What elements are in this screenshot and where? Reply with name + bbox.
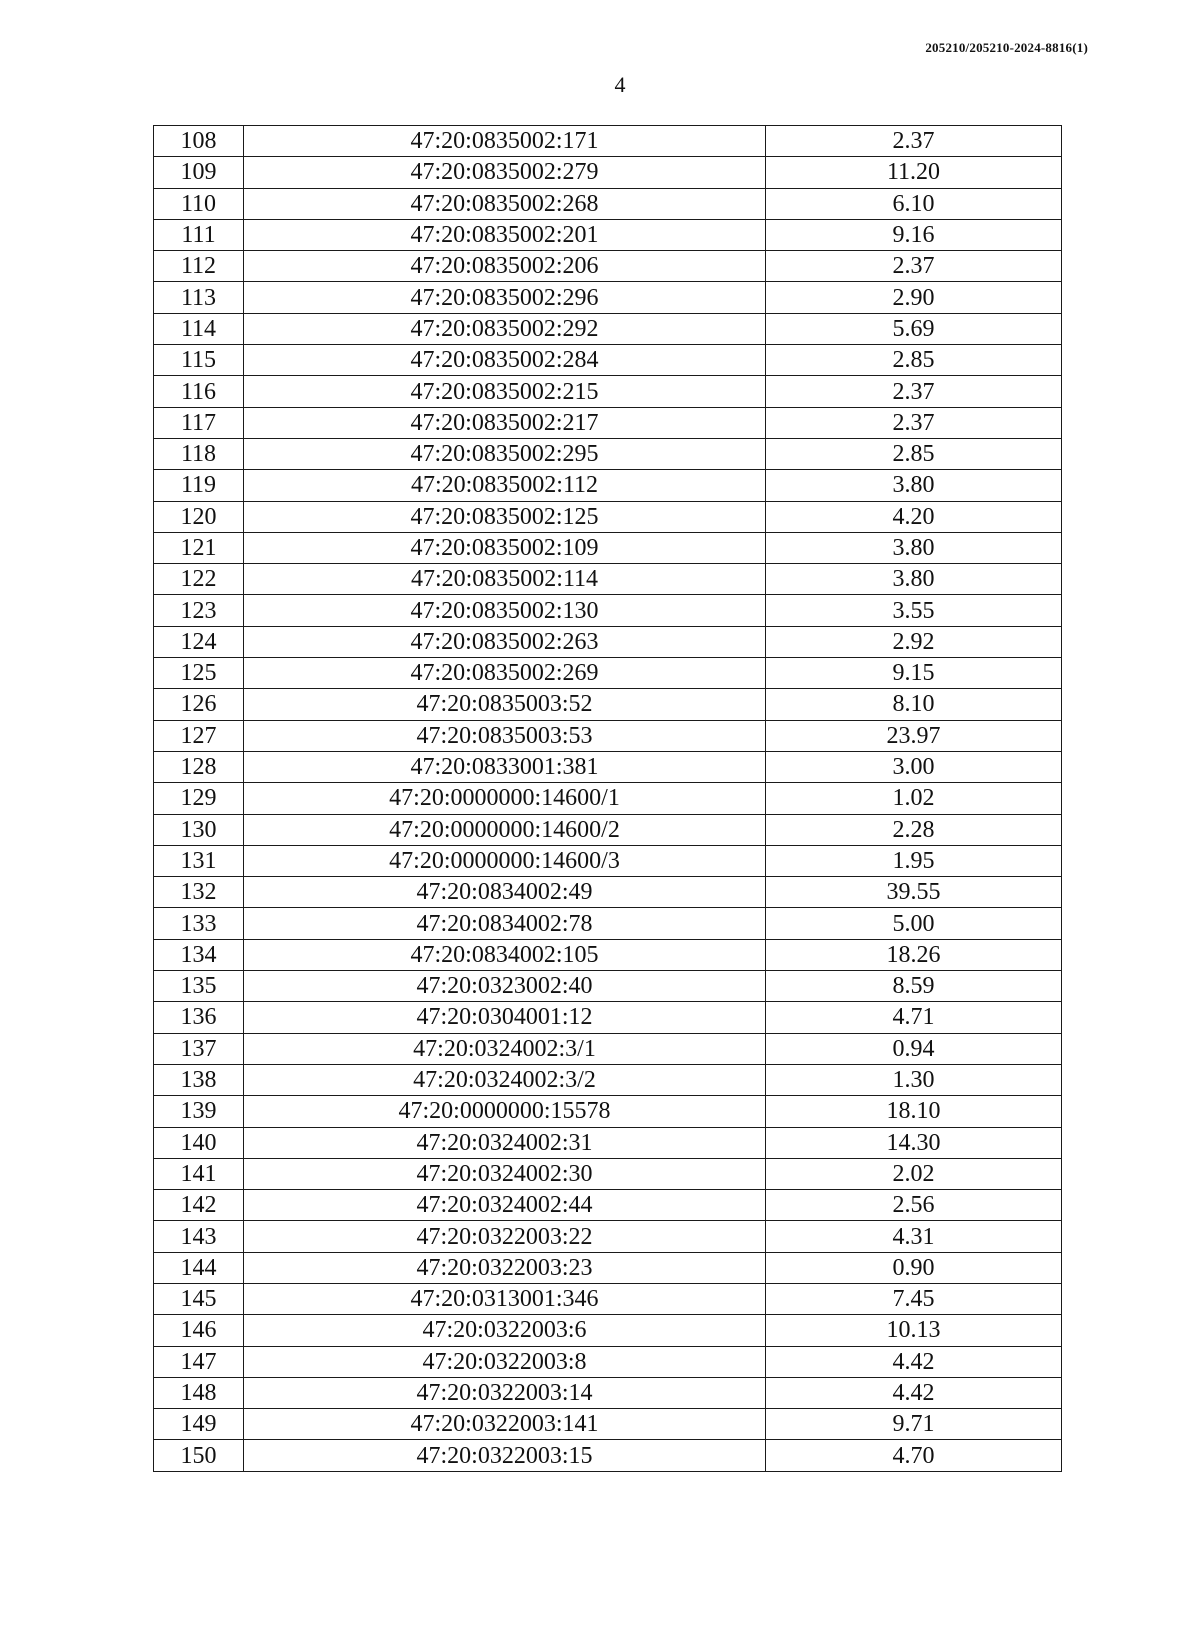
table-row [154, 658, 1062, 689]
value-cell: 9.71 [766, 1409, 1062, 1440]
table-row [154, 814, 1062, 845]
table-row [154, 1440, 1062, 1471]
value-cell: 2.28 [766, 814, 1062, 845]
row-number-cell: 112 [154, 251, 244, 282]
cadastral-number-cell: 47:20:0835003:53 [244, 720, 766, 751]
page-number: 4 [614, 72, 626, 97]
cadastral-number-cell: 47:20:0835002:296 [244, 282, 766, 313]
cadastral-number-cell: 47:20:0835002:295 [244, 438, 766, 469]
row-number-cell: 136 [154, 1002, 244, 1033]
table-row [154, 376, 1062, 407]
table-row [154, 532, 1062, 563]
cadastral-number-cell: 47:20:0322003:6 [244, 1315, 766, 1346]
table-row [154, 470, 1062, 501]
value-cell: 2.37 [766, 251, 1062, 282]
cadastral-number-cell: 47:20:0324002:44 [244, 1190, 766, 1221]
table-row [154, 595, 1062, 626]
row-number-cell: 139 [154, 1096, 244, 1127]
row-number-cell: 122 [154, 564, 244, 595]
value-cell: 0.90 [766, 1252, 1062, 1283]
table-row [154, 1064, 1062, 1095]
value-cell: 4.42 [766, 1346, 1062, 1377]
table-row [154, 1252, 1062, 1283]
row-number-cell: 145 [154, 1283, 244, 1314]
cadastral-number-cell: 47:20:0835002:112 [244, 470, 766, 501]
value-cell: 3.80 [766, 470, 1062, 501]
value-cell: 1.02 [766, 783, 1062, 814]
cadastral-number-cell: 47:20:0835002:268 [244, 188, 766, 219]
row-number-cell: 143 [154, 1221, 244, 1252]
cadastral-number-cell: 47:20:0835002:215 [244, 376, 766, 407]
cadastral-number-cell: 47:20:0835002:292 [244, 313, 766, 344]
cadastral-number-cell: 47:20:0000000:15578 [244, 1096, 766, 1127]
value-cell: 2.92 [766, 626, 1062, 657]
table-row [154, 345, 1062, 376]
cadastral-number-cell: 47:20:0324002:3/2 [244, 1064, 766, 1095]
table-row [154, 751, 1062, 782]
cadastral-number-cell: 47:20:0835002:201 [244, 219, 766, 250]
cadastral-number-cell: 47:20:0322003:14 [244, 1377, 766, 1408]
row-number-cell: 138 [154, 1064, 244, 1095]
cadastral-number-cell: 47:20:0000000:14600/1 [244, 783, 766, 814]
table-row [154, 783, 1062, 814]
table-body [154, 126, 1062, 1472]
row-number-cell: 135 [154, 971, 244, 1002]
row-number-cell: 147 [154, 1346, 244, 1377]
value-cell: 2.90 [766, 282, 1062, 313]
cadastral-number-cell: 47:20:0835002:284 [244, 345, 766, 376]
cadastral-number-cell: 47:20:0323002:40 [244, 971, 766, 1002]
value-cell: 11.20 [766, 157, 1062, 188]
value-cell: 3.55 [766, 595, 1062, 626]
value-cell: 3.80 [766, 564, 1062, 595]
table-row [154, 126, 1062, 157]
cadastral-number-cell: 47:20:0322003:23 [244, 1252, 766, 1283]
value-cell: 2.85 [766, 438, 1062, 469]
row-number-cell: 126 [154, 689, 244, 720]
row-number-cell: 110 [154, 188, 244, 219]
row-number-cell: 130 [154, 814, 244, 845]
cadastral-table [153, 125, 1062, 1472]
cadastral-number-cell: 47:20:0835003:52 [244, 689, 766, 720]
cadastral-number-cell: 47:20:0324002:3/1 [244, 1033, 766, 1064]
value-cell: 39.55 [766, 877, 1062, 908]
row-number-cell: 115 [154, 345, 244, 376]
value-cell: 10.13 [766, 1315, 1062, 1346]
value-cell: 2.85 [766, 345, 1062, 376]
cadastral-number-cell: 47:20:0835002:217 [244, 407, 766, 438]
row-number-cell: 129 [154, 783, 244, 814]
cadastral-number-cell: 47:20:0835002:114 [244, 564, 766, 595]
value-cell: 1.95 [766, 845, 1062, 876]
table-row [154, 971, 1062, 1002]
value-cell: 2.37 [766, 126, 1062, 157]
cadastral-number-cell: 47:20:0835002:279 [244, 157, 766, 188]
table-row [154, 282, 1062, 313]
table-row [154, 626, 1062, 657]
row-number-cell: 118 [154, 438, 244, 469]
row-number-cell: 109 [154, 157, 244, 188]
table-row [154, 1346, 1062, 1377]
row-number-cell: 117 [154, 407, 244, 438]
cadastral-number-cell: 47:20:0324002:31 [244, 1127, 766, 1158]
value-cell: 2.37 [766, 376, 1062, 407]
value-cell: 4.70 [766, 1440, 1062, 1471]
table-row [154, 1283, 1062, 1314]
value-cell: 23.97 [766, 720, 1062, 751]
table-row [154, 1033, 1062, 1064]
table-row [154, 1096, 1062, 1127]
table-row [154, 564, 1062, 595]
cadastral-number-cell: 47:20:0834002:105 [244, 939, 766, 970]
value-cell: 3.80 [766, 532, 1062, 563]
row-number-cell: 141 [154, 1158, 244, 1189]
row-number-cell: 131 [154, 845, 244, 876]
table-row [154, 1127, 1062, 1158]
table-row [154, 501, 1062, 532]
table-row [154, 407, 1062, 438]
value-cell: 9.16 [766, 219, 1062, 250]
value-cell: 5.00 [766, 908, 1062, 939]
table-row [154, 313, 1062, 344]
value-cell: 4.71 [766, 1002, 1062, 1033]
document-reference: 205210/205210-2024-8816(1) [925, 40, 1088, 55]
row-number-cell: 146 [154, 1315, 244, 1346]
cadastral-number-cell: 47:20:0835002:109 [244, 532, 766, 563]
table-row [154, 877, 1062, 908]
row-number-cell: 132 [154, 877, 244, 908]
cadastral-number-cell: 47:20:0835002:206 [244, 251, 766, 282]
cadastral-number-cell: 47:20:0835002:130 [244, 595, 766, 626]
row-number-cell: 113 [154, 282, 244, 313]
row-number-cell: 116 [154, 376, 244, 407]
cadastral-number-cell: 47:20:0835002:263 [244, 626, 766, 657]
value-cell: 8.10 [766, 689, 1062, 720]
value-cell: 1.30 [766, 1064, 1062, 1095]
value-cell: 3.00 [766, 751, 1062, 782]
cadastral-number-cell: 47:20:0322003:22 [244, 1221, 766, 1252]
row-number-cell: 124 [154, 626, 244, 657]
table-row [154, 1409, 1062, 1440]
table-row [154, 845, 1062, 876]
row-number-cell: 150 [154, 1440, 244, 1471]
table-row [154, 251, 1062, 282]
cadastral-number-cell: 47:20:0834002:49 [244, 877, 766, 908]
cadastral-number-cell: 47:20:0324002:30 [244, 1158, 766, 1189]
value-cell: 18.10 [766, 1096, 1062, 1127]
table-row [154, 1221, 1062, 1252]
value-cell: 6.10 [766, 188, 1062, 219]
table-row [154, 188, 1062, 219]
row-number-cell: 125 [154, 658, 244, 689]
row-number-cell: 142 [154, 1190, 244, 1221]
value-cell: 2.37 [766, 407, 1062, 438]
cadastral-number-cell: 47:20:0835002:125 [244, 501, 766, 532]
cadastral-number-cell: 47:20:0322003:8 [244, 1346, 766, 1377]
row-number-cell: 134 [154, 939, 244, 970]
row-number-cell: 144 [154, 1252, 244, 1283]
row-number-cell: 133 [154, 908, 244, 939]
row-number-cell: 128 [154, 751, 244, 782]
row-number-cell: 108 [154, 126, 244, 157]
table-row [154, 157, 1062, 188]
cadastral-number-cell: 47:20:0000000:14600/2 [244, 814, 766, 845]
cadastral-number-cell: 47:20:0322003:15 [244, 1440, 766, 1471]
value-cell: 2.56 [766, 1190, 1062, 1221]
cadastral-number-cell: 47:20:0322003:141 [244, 1409, 766, 1440]
row-number-cell: 123 [154, 595, 244, 626]
row-number-cell: 140 [154, 1127, 244, 1158]
value-cell: 4.42 [766, 1377, 1062, 1408]
table-row [154, 1002, 1062, 1033]
table-row [154, 689, 1062, 720]
row-number-cell: 120 [154, 501, 244, 532]
value-cell: 9.15 [766, 658, 1062, 689]
table-row [154, 1315, 1062, 1346]
table-row [154, 1377, 1062, 1408]
row-number-cell: 119 [154, 470, 244, 501]
value-cell: 8.59 [766, 971, 1062, 1002]
table-row [154, 939, 1062, 970]
row-number-cell: 121 [154, 532, 244, 563]
table-row [154, 1190, 1062, 1221]
value-cell: 4.31 [766, 1221, 1062, 1252]
value-cell: 5.69 [766, 313, 1062, 344]
value-cell: 2.02 [766, 1158, 1062, 1189]
row-number-cell: 149 [154, 1409, 244, 1440]
cadastral-number-cell: 47:20:0313001:346 [244, 1283, 766, 1314]
table-row [154, 1158, 1062, 1189]
row-number-cell: 148 [154, 1377, 244, 1408]
value-cell: 0.94 [766, 1033, 1062, 1064]
table-row [154, 219, 1062, 250]
value-cell: 7.45 [766, 1283, 1062, 1314]
row-number-cell: 127 [154, 720, 244, 751]
row-number-cell: 111 [154, 219, 244, 250]
table-row [154, 438, 1062, 469]
cadastral-number-cell: 47:20:0834002:78 [244, 908, 766, 939]
cadastral-number-cell: 47:20:0304001:12 [244, 1002, 766, 1033]
value-cell: 14.30 [766, 1127, 1062, 1158]
cadastral-number-cell: 47:20:0000000:14600/3 [244, 845, 766, 876]
value-cell: 18.26 [766, 939, 1062, 970]
row-number-cell: 114 [154, 313, 244, 344]
cadastral-number-cell: 47:20:0835002:171 [244, 126, 766, 157]
cadastral-number-cell: 47:20:0835002:269 [244, 658, 766, 689]
value-cell: 4.20 [766, 501, 1062, 532]
table-row [154, 720, 1062, 751]
table-row [154, 908, 1062, 939]
cadastral-number-cell: 47:20:0833001:381 [244, 751, 766, 782]
row-number-cell: 137 [154, 1033, 244, 1064]
